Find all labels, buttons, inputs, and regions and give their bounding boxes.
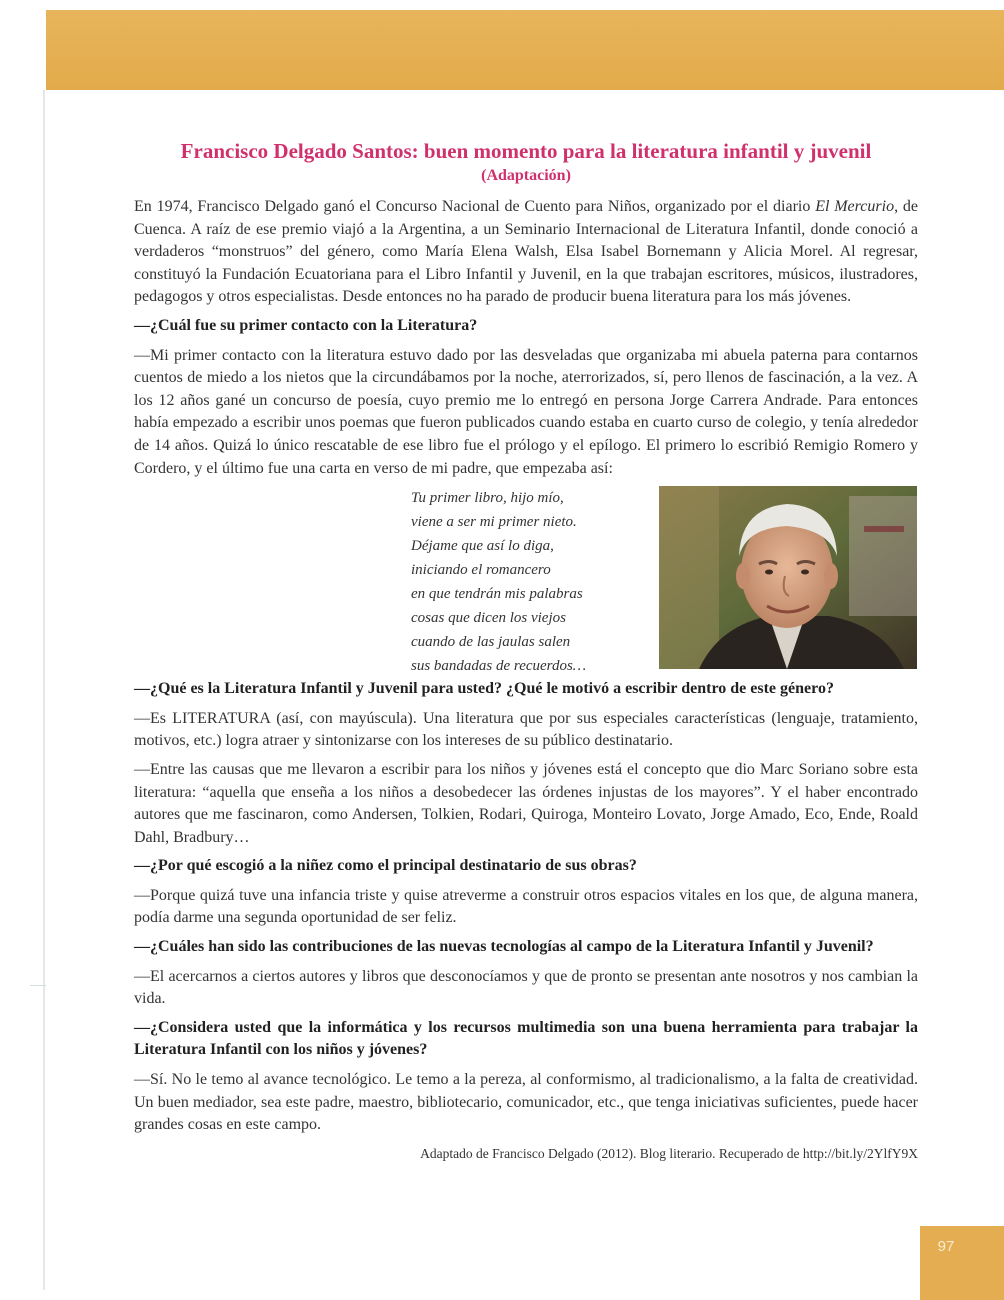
- poem-line: Tu primer libro, hijo mío,: [411, 490, 564, 507]
- poem-line: iniciando el romancero: [411, 562, 551, 579]
- margin-tick: [30, 985, 46, 986]
- question-5: —¿Considera usted que la informática y los recursos multimedia son una buena herramienta para trabajar la Literatura Infantil con los niños y jóvenes?: [134, 1018, 918, 1059]
- answer-5: —Sí. No le temo al avance tecnológico. Le temo a la pereza, al conformismo, al tradicionalismo, a la falta de creatividad. Un buen mediador, sea este padre, maestro, bibliotecario, comunicador, etc., que tenga iniciativas suficientes, puede hacer grandes cosas en este campo.: [134, 1071, 918, 1134]
- answer-2b: —Entre las causas que me llevaron a escribir para los niños y jóvenes está el concepto que dio Marc Soriano sobre esta literatura: “aquella que enseña a los niños a desobedecer las órdenes injustas de los mayores”. Y el haber encontrado autores que me fascinaron, como Andersen, Tolkien, Rodari, Quiroga, Monteiro Lovato, Jorge Amado, Eco, Ende, Roald Dahl, Bradbury…: [134, 760, 918, 846]
- intro-paragraph: En 1974, Francisco Delgado ganó el Concurso Nacional de Cuento para Niños, organizado por el diario El Mercurio, de Cuenca. A raíz de ese premio viajó a la Argentina, a un Seminario Internacional de Literatura Infantil, donde conoció a verdaderos “monstruos” del género, como María Elena Walsh, Elsa Isabel Bornemann y Alicia Morel. Al regresar, constituyó la Fundación Ecuatoriana para el Libro Infantil y Juvenil, en la que trabajan escritores, músicos, ilustradores, pedagogos y otros especialistas. Desde entonces no ha parado de producir buena literatura para los más jóvenes.: [134, 198, 919, 306]
- poem-line: Déjame que así lo diga,: [411, 538, 554, 555]
- article-subtitle: (Adaptación): [481, 167, 571, 184]
- author-photo: [659, 486, 917, 669]
- poem-line: en que tendrán mis palabras: [411, 586, 583, 603]
- question-2: —¿Qué es la Literatura Infantil y Juvenil para usted? ¿Qué le motivó a escribir dentro de este género?: [134, 680, 834, 698]
- poem-line: cosas que dicen los viejos: [411, 610, 566, 627]
- answer-2a: —Es LITERATURA (así, con mayúscula). Una literatura que por sus especiales características (lenguaje, tratamiento, motivos, etc.) logra atraer y sintonizarse con los intereses de su público destinatario.: [134, 709, 918, 750]
- source-citation: Adaptado de Francisco Delgado (2012). Blog literario. Recuperado de http://bit.ly/2YlfY9X: [420, 1145, 918, 1161]
- page-number-tab: [920, 1226, 1004, 1300]
- newspaper-name: El Mercurio: [815, 198, 895, 215]
- poem-section: [134, 486, 918, 674]
- header-band: [46, 10, 1004, 90]
- poem-line: cuando de las jaulas salen: [411, 634, 571, 651]
- poem: [411, 486, 651, 678]
- answer-1: —Mi primer contacto con la literatura estuvo dado por las desveladas que organizaba mi abuela paterna para contarnos cuentos de miedo a los nietos que la circundábamos por la noche, aterrorizados, sí, pero llenos de fascinación, a la vez. A los 12 años gané un concurso de poesía, cuyo premio me lo entregó en persona Jorge Carrera Andrade. Para entonces había empezado a escribir unos poemas que fueron publicados cuando estaba en cuarto curso de colegio, y tenía alrededor de 14 años. Quizá lo único rescatable de ese libro fue el prólogo y el epílogo. El primero lo escribió Remigio Romero y Cordero, y el último fue una carta en verso de mi padre, que empezaba así:: [134, 346, 918, 477]
- question-1: —¿Cuál fue su primer contacto con la Literatura?: [134, 316, 478, 334]
- article-title: Francisco Delgado Santos: buen momento para la literatura infantil y juvenil: [180, 139, 872, 163]
- article: [134, 138, 918, 1163]
- margin-rule: [43, 90, 45, 1290]
- answer-3: —Porque quizá tuve una infancia triste y quise atreverme a construir otros espacios vitales en los que, de alguna manera, podía darme una segunda oportunidad de ser feliz.: [134, 886, 918, 927]
- page-number: 97: [937, 1238, 955, 1255]
- question-4: —¿Cuáles han sido las contribuciones de las nuevas tecnologías al campo de la Literatura Infantil y Juvenil?: [134, 938, 874, 956]
- poem-line: sus bandadas de recuerdos…: [411, 658, 587, 675]
- answer-4: —El acercarnos a ciertos autores y libros que desconocíamos y que de pronto se presentan ante nosotros y nos cambian la vida.: [134, 967, 918, 1008]
- question-3: —¿Por qué escogió a la niñez como el principal destinatario de sus obras?: [134, 857, 637, 875]
- poem-line: viene a ser mi primer nieto.: [411, 514, 577, 531]
